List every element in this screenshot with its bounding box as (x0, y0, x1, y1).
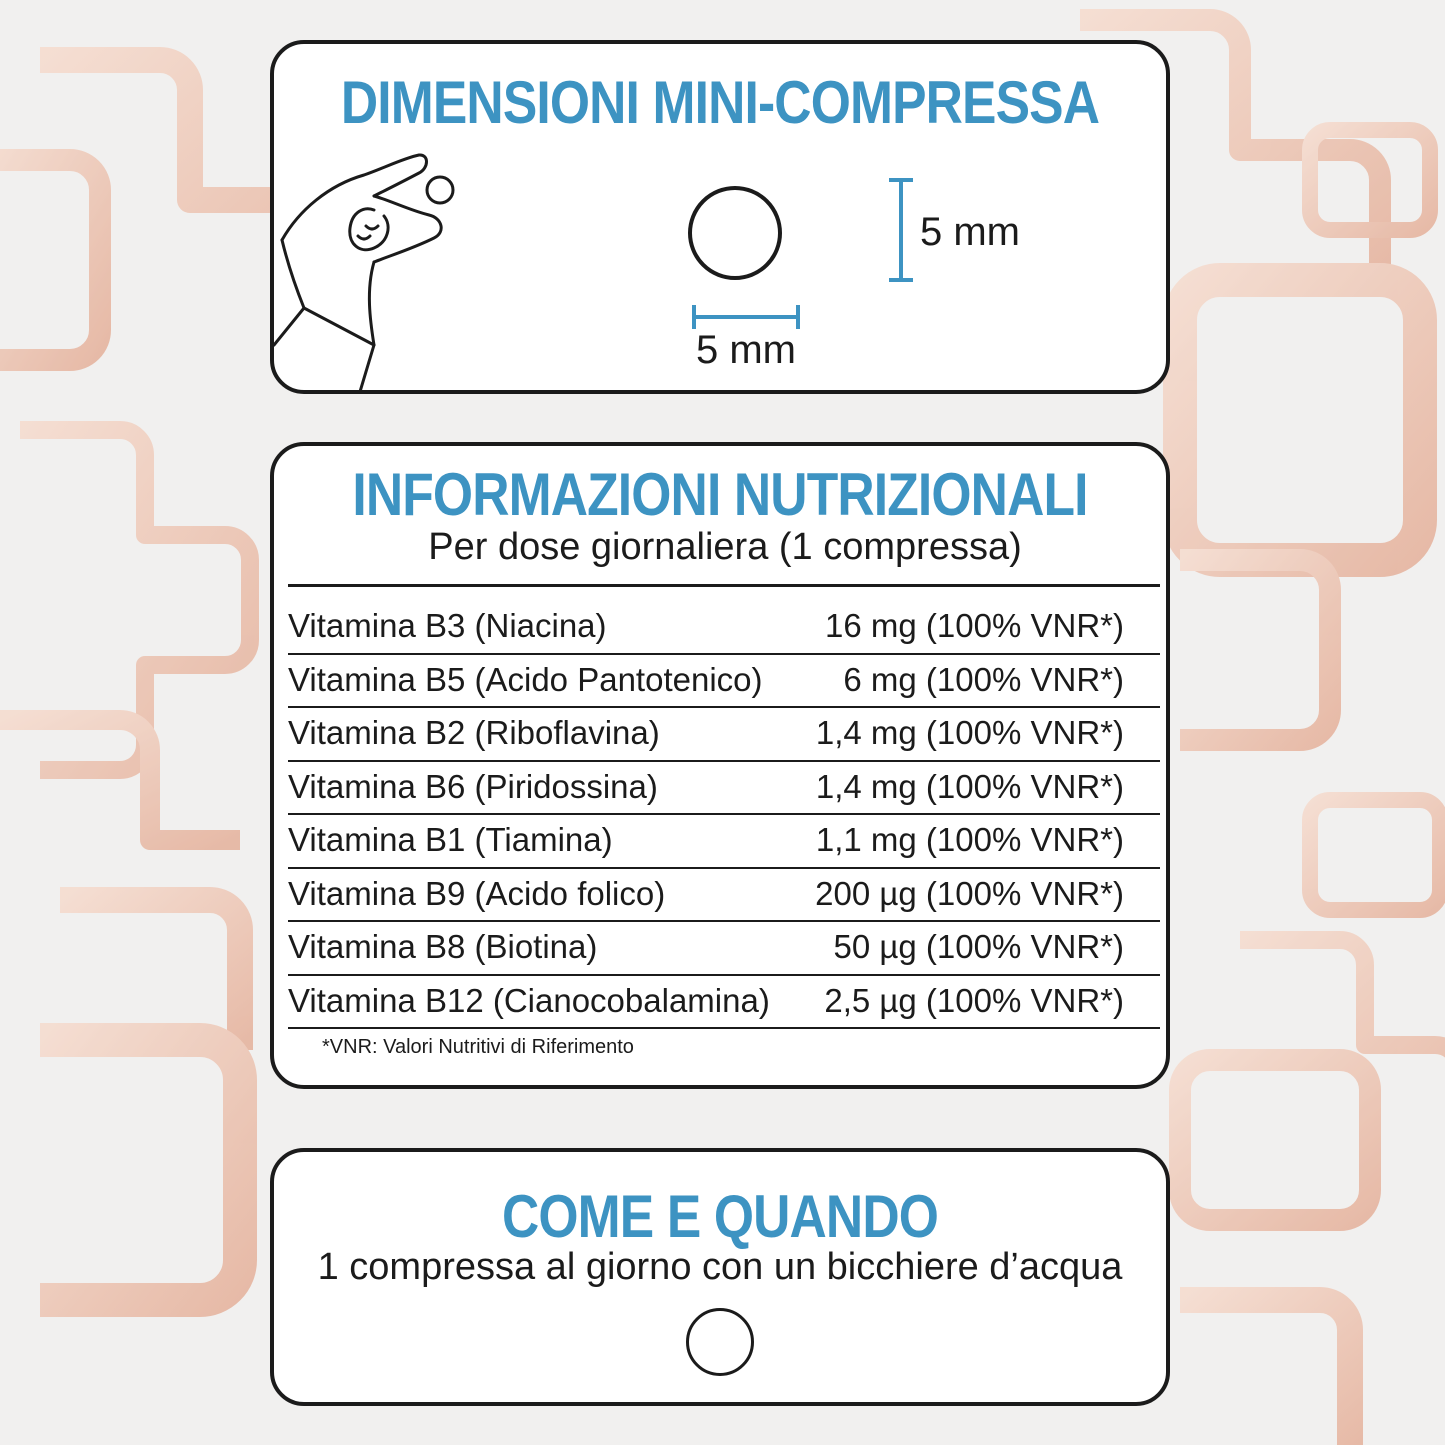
hand-holding-tablet-icon (274, 140, 474, 394)
nutrient-name: Vitamina B6 (Piridossina) (288, 767, 658, 805)
usage-card (270, 1148, 1170, 1406)
height-dimension-line (886, 176, 916, 286)
table-row (288, 708, 1160, 762)
nutrient-amount: 200 µg (100% VNR*) (815, 874, 1124, 912)
nutrient-amount: 2,5 µg (100% VNR*) (824, 981, 1124, 1019)
nutrient-amount: 1,4 mg (100% VNR*) (815, 767, 1124, 805)
nutrition-card-title: INFORMAZIONI NUTRIZIONALI (352, 461, 1088, 528)
nutrient-name: Vitamina B1 (Tiamina) (288, 821, 613, 858)
nutrient-name: Vitamina B9 (Acido folico) (288, 874, 666, 912)
nutrient-name: Vitamina B12 (Cianocobalamina) (288, 981, 770, 1019)
nutrient-amount: 50 µg (100% VNR*) (833, 928, 1124, 965)
table-row (288, 869, 1160, 923)
table-top-rule (288, 584, 1160, 587)
table-row (288, 762, 1160, 816)
table-row (288, 815, 1160, 869)
nutrient-amount: 1,1 mg (100% VNR*) (815, 821, 1124, 858)
vnr-footnote: *VNR: Valori Nutritivi di Riferimento (322, 1036, 634, 1058)
usage-card-title: COME E QUANDO (501, 1183, 939, 1250)
nutrient-amount: 6 mg (100% VNR*) (843, 660, 1124, 698)
nutrient-name: Vitamina B2 (Riboflavina) (288, 714, 660, 751)
nutrient-amount: 1,4 mg (100% VNR*) (815, 714, 1124, 751)
size-card-title: DIMENSIONI MINI-COMPRESSA (340, 69, 1100, 136)
height-label: 5 mm (920, 210, 1020, 254)
table-row (288, 601, 1160, 655)
table-row (288, 922, 1160, 976)
tablet-size-card (270, 40, 1170, 394)
tablet-icon (686, 1308, 754, 1376)
nutrient-name: Vitamina B5 (Acido Pantotenico) (288, 660, 763, 698)
tablet-top-view (688, 186, 782, 280)
nutrient-amount: 16 mg (100% VNR*) (825, 607, 1124, 644)
usage-instructions: 1 compressa al giorno con un bicchiere d’acqua (317, 1246, 1123, 1288)
nutrition-subtitle: Per dose giornaliera (1 compressa) (428, 526, 1022, 568)
nutrient-name: Vitamina B3 (Niacina) (288, 607, 607, 644)
table-row (288, 976, 1160, 1030)
nutrition-card (270, 442, 1170, 1089)
table-row (288, 655, 1160, 709)
width-label: 5 mm (696, 328, 796, 372)
nutrient-name: Vitamina B8 (Biotina) (288, 928, 598, 965)
nutrition-table (288, 601, 1160, 1029)
